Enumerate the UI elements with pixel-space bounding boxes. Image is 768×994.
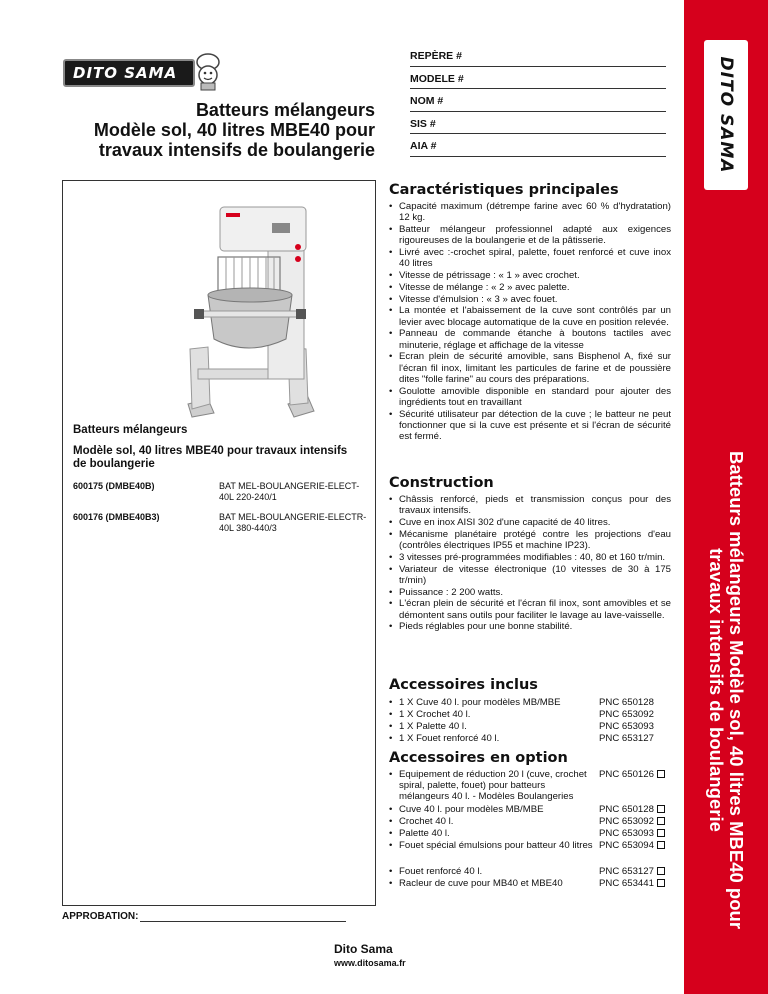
option-checkbox[interactable]: [657, 841, 665, 849]
list-item: • Pieds réglables pour une bonne stabilité.: [389, 621, 671, 632]
accessories-title: Accessoires inclus: [389, 677, 538, 693]
option-checkbox[interactable]: [657, 805, 665, 813]
chef-icon: [193, 53, 223, 91]
list-item: • Variateur de vitesse électronique (10 vitesses de 30 à 175 tr/min): [389, 564, 671, 586]
list-item: • Vitesse d'émulsion : « 3 » avec fouet.: [389, 294, 671, 305]
page-title: Batteurs mélangeurs Modèle sol, 40 litres MBE40 pour travaux intensifs de boulangerie: [93, 100, 375, 160]
footer-company: Dito Sama: [334, 942, 393, 956]
list-item: • Mécanisme planétaire protégé contre les projections d'eau (contrôles électriques IP55 et machine IP23).: [389, 529, 671, 551]
box-subtitle: Modèle sol, 40 litres MBE40 pour travaux intensifs de boulangerie: [73, 445, 348, 470]
field-sis[interactable]: SIS #: [410, 112, 666, 135]
list-item: • Puissance : 2 200 watts.: [389, 587, 671, 598]
box-title: Batteurs mélangeurs: [73, 424, 188, 436]
construction-title: Construction: [389, 475, 494, 491]
list-item: • Vitesse de mélange : « 2 » avec palette.: [389, 282, 671, 293]
option-checkbox[interactable]: [657, 770, 665, 778]
field-nom[interactable]: NOM #: [410, 89, 666, 112]
logo-text: DITO SAMA: [73, 64, 178, 82]
list-item: • Châssis renforcé, pieds et transmission conçus pour des travaux intensifs.: [389, 494, 671, 516]
product-box: [62, 180, 376, 906]
header-fields: [410, 44, 666, 157]
model-desc: BAT MEL-BOULANGERIE-ELECT-40L 220-240/1: [219, 481, 360, 502]
list-item: • 3 vitesses pré-programmées modifiables : 40, 80 et 160 tr/min.: [389, 552, 671, 563]
model-desc: BAT MEL-BOULANGERIE-ELECTR-40L 380-440/3: [219, 512, 367, 533]
band-logo-text: DITO SAMA: [716, 56, 736, 174]
list-item: • Livré avec :-crochet spiral, palette, fouet renforcé et cuve inox 40 litres: [389, 247, 671, 269]
construction-list: [389, 494, 671, 633]
model-code: 600176 (DMBE40B3): [73, 512, 160, 522]
features-list: [389, 201, 671, 443]
list-item: • Panneau de commande étanche à boutons tactiles avec minuterie, réglage et affichage de la vitesse: [389, 328, 671, 350]
model-code: 600175 (DMBE40B): [73, 481, 155, 491]
brand-logo: [63, 53, 221, 91]
list-item: • Batteur mélangeur professionnel adapté aux exigences rigoureuses de la boulangerie et de la pâtisserie.: [389, 224, 671, 246]
list-item: • Cuve en inox AISI 302 d'une capacité de 40 litres.: [389, 517, 671, 528]
approbation-label: APPROBATION:: [62, 911, 139, 922]
list-item: • Sécurité utilisateur par détection de la cuve ; le batteur ne peut fonctionner que si la cuve est présente et si l'écran de sécurité est fermé.: [389, 409, 671, 443]
field-aia[interactable]: AIA #: [410, 134, 666, 157]
list-item: • Ecran plein de sécurité amovible, sans Bisphenol A, fixé sur l'écran fil inox, limitant les particules de farine et de poussière dites "folle farine" au cours des préparations.: [389, 351, 671, 385]
approbation-line[interactable]: [140, 921, 346, 922]
option-checkbox[interactable]: [657, 817, 665, 825]
band-title: Batteurs mélangeurs Modèle sol, 40 litres MBE40 pour travaux intensifs de boulangerie: [706, 450, 747, 930]
list-item: • Vitesse de pétrissage : « 1 » avec crochet.: [389, 270, 671, 281]
option-checkbox[interactable]: [657, 867, 665, 875]
list-item: • Capacité maximum (détrempe farine avec 60 % d'hydratation) 12 kg.: [389, 201, 671, 223]
list-item: • La montée et l'abaissement de la cuve sont contrôlés par un levier avec blocage automatique de la cuve en position relevée.: [389, 305, 671, 327]
list-item: • L'écran plein de sécurité et l'écran fil inox, sont amovibles et se démontent sans outils pour faciliter le lavage au lave-vaisselle.: [389, 598, 671, 620]
mixer-image: [168, 199, 328, 419]
features-title: Caractéristiques principales: [389, 182, 619, 198]
field-modele[interactable]: MODELE #: [410, 67, 666, 90]
field-repere[interactable]: REPÈRE #: [410, 44, 666, 67]
option-checkbox[interactable]: [657, 879, 665, 887]
list-item: • Goulotte amovible disponible en standard pour ajouter des ingrédients tout en travaillant: [389, 386, 671, 408]
option-checkbox[interactable]: [657, 829, 665, 837]
footer-url[interactable]: www.ditosama.fr: [334, 958, 406, 968]
band-logo: [698, 40, 754, 200]
options-title: Accessoires en option: [389, 750, 568, 766]
